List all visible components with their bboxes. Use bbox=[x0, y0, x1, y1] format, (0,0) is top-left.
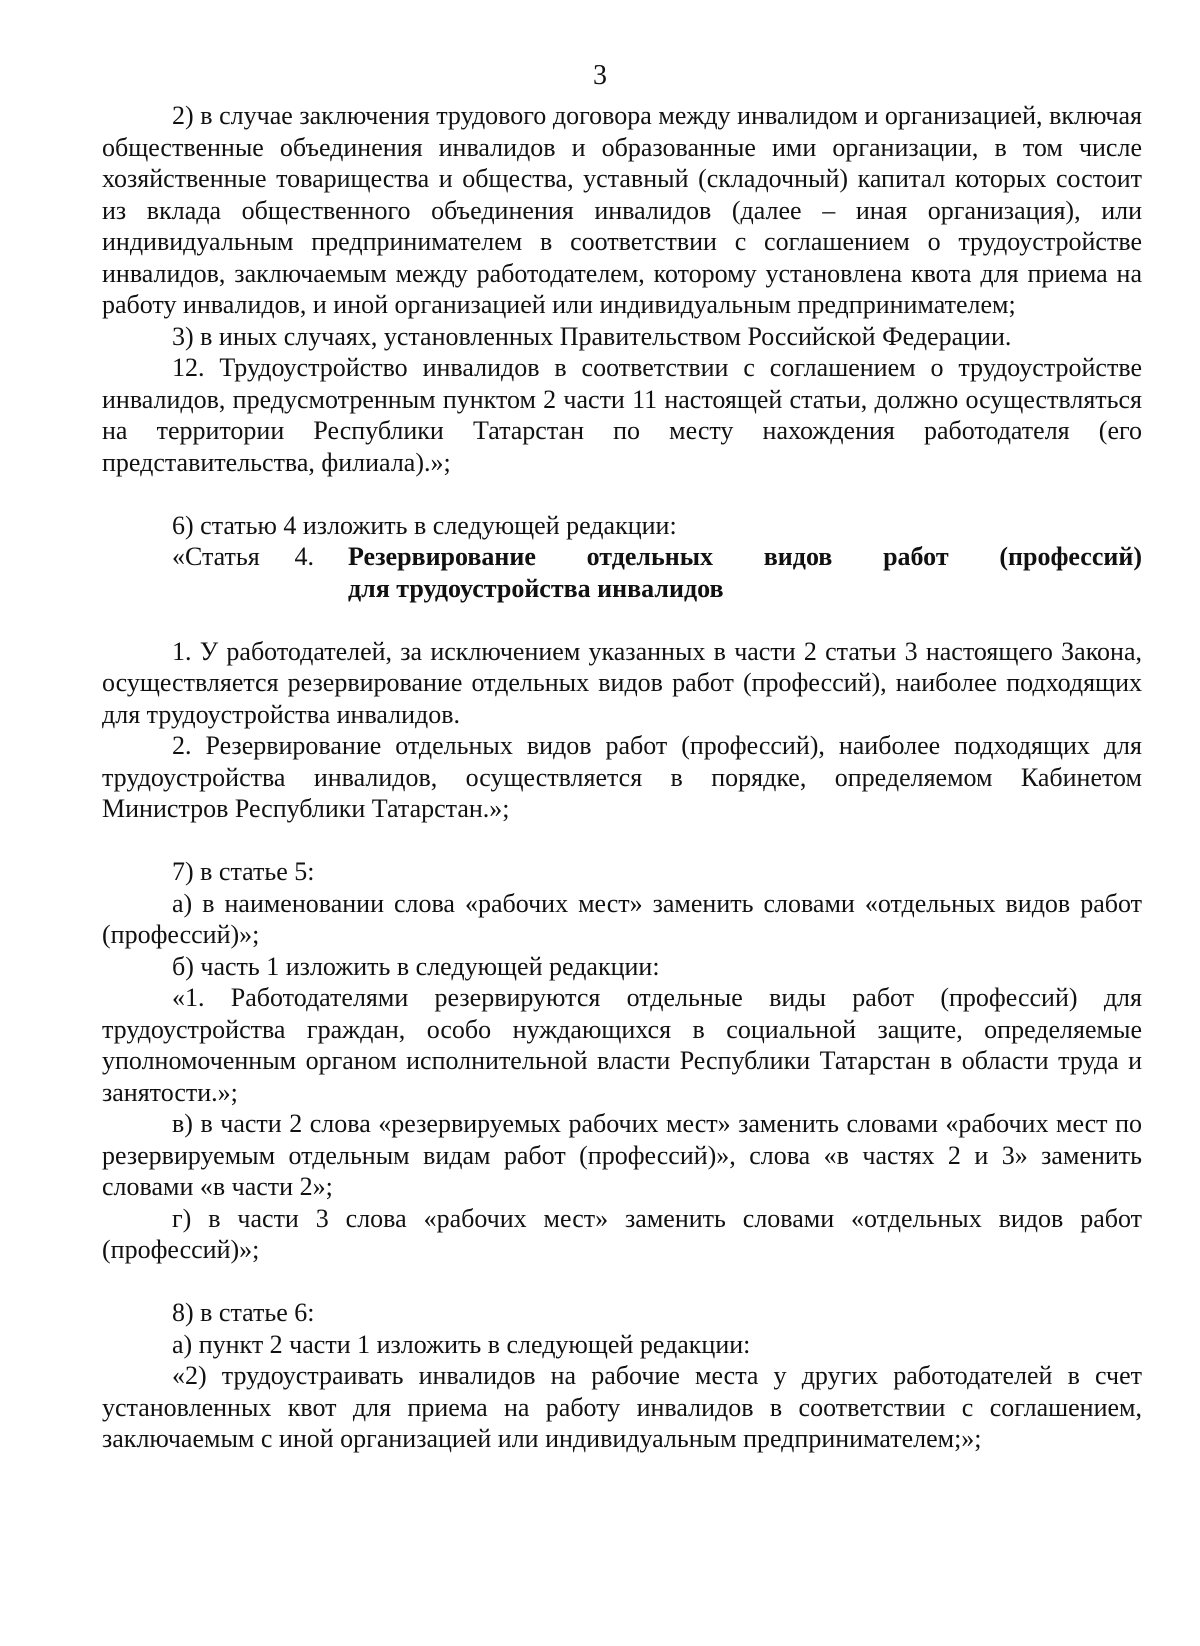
paragraph-item-8: 8) в статье 6: bbox=[172, 1298, 315, 1327]
article-title bbox=[348, 541, 1142, 604]
paragraph-subitem-g: г) в части 3 слова «рабочих мест» заменить словами «отдельных видов работ (профессий)»; bbox=[102, 1203, 1142, 1264]
paragraph-subitem-a: а) в наименовании слова «рабочих мест» заменить словами «отдельных видов работ (профессий)»; bbox=[102, 888, 1142, 949]
paragraph-clause-3: 3) в иных случаях, установленных Правительством Российской Федерации. bbox=[172, 321, 1012, 351]
article-number: 4. bbox=[294, 542, 314, 571]
paragraph-subitem-b: б) часть 1 изложить в следующей редакции: bbox=[172, 951, 660, 981]
paragraph-item-6: 6) статью 4 изложить в следующей редакции: bbox=[172, 510, 677, 540]
paragraph-item-7: 7) в статье 5: bbox=[172, 857, 315, 886]
paragraph-item-8-subitem-a: а) пункт 2 части 1 изложить в следующей редакции: bbox=[172, 1329, 751, 1359]
paragraph-quoted-part-1: «1. Работодателями резервируются отдельные виды работ (профессий) для трудоустройства граждан, особо нуждающихся в социальной защите, определяемые уполномоченным органом исполнительной власти Республики Татарстан в области труда и занятости.»; bbox=[102, 983, 1142, 1107]
article-title-line-2: для трудоустройства инвалидов bbox=[348, 573, 724, 603]
paragraph-article4-part-1: 1. У работодателей, за исключением указанных в части 2 статьи 3 настоящего Закона, осуществляется резервирование отдельных видов работ (профессий), наиболее подходящих для трудоустройства инвалидов. bbox=[102, 636, 1142, 729]
paragraph-subitem-v: в) в части 2 слова «резервируемых рабочих мест» заменить словами «рабочих мест по резервируемым отдельным видам работ (профессий)», слова «в частях 2 и 3» заменить словами «в части 2»; bbox=[102, 1109, 1142, 1201]
paragraph-clause-2: 2) в случае заключения трудового договора между инвалидом и организацией, включая общественные объединения инвалидов и образованные ими организации, в том числе хозяйственные товарищества и общества, уставный (складочный) капитал которых состоит из вклада общественного объединения инвалидов (далее – иная организация), или индивидуальным предпринимателем в соответствии с соглашением о трудоустройстве инвалидов, заключаемым между работодателем, которому установлена квота для приема на работу инвалидов, и иной организацией или индивидуальным предпринимателем; bbox=[102, 101, 1142, 319]
article-label bbox=[102, 541, 348, 604]
paragraph-quoted-clause-2: «2) трудоустраивать инвалидов на рабочие места у других работодателей в счет установленных квот для приема на работу инвалидов в соответствии с соглашением, заключаемым с иной организацией или индивидуальным предпринимателем;»; bbox=[102, 1361, 1142, 1453]
article-title-line-1: Резервирование отдельных видов работ (профессий) bbox=[348, 542, 1142, 571]
document-body bbox=[102, 100, 1142, 1455]
article-prefix: «Статья bbox=[172, 542, 260, 571]
paragraph-part-12: 12. Трудоустройство инвалидов в соответствии с соглашением о трудоустройстве инвалидов, предусмотренным пунктом 2 части 11 настоящей статьи, должно осуществляться на территории Республики Татарстан по месту нахождения работодателя (его представительства, филиала).»; bbox=[102, 353, 1142, 477]
paragraph-article4-part-2: 2. Резервирование отдельных видов работ (профессий), наиболее подходящих для трудоустройства инвалидов, осуществляется в порядке, определяемом Кабинетом Министров Республики Татарстан.»; bbox=[102, 731, 1142, 823]
article-heading bbox=[102, 541, 1142, 604]
page-number: 3 bbox=[593, 60, 607, 91]
